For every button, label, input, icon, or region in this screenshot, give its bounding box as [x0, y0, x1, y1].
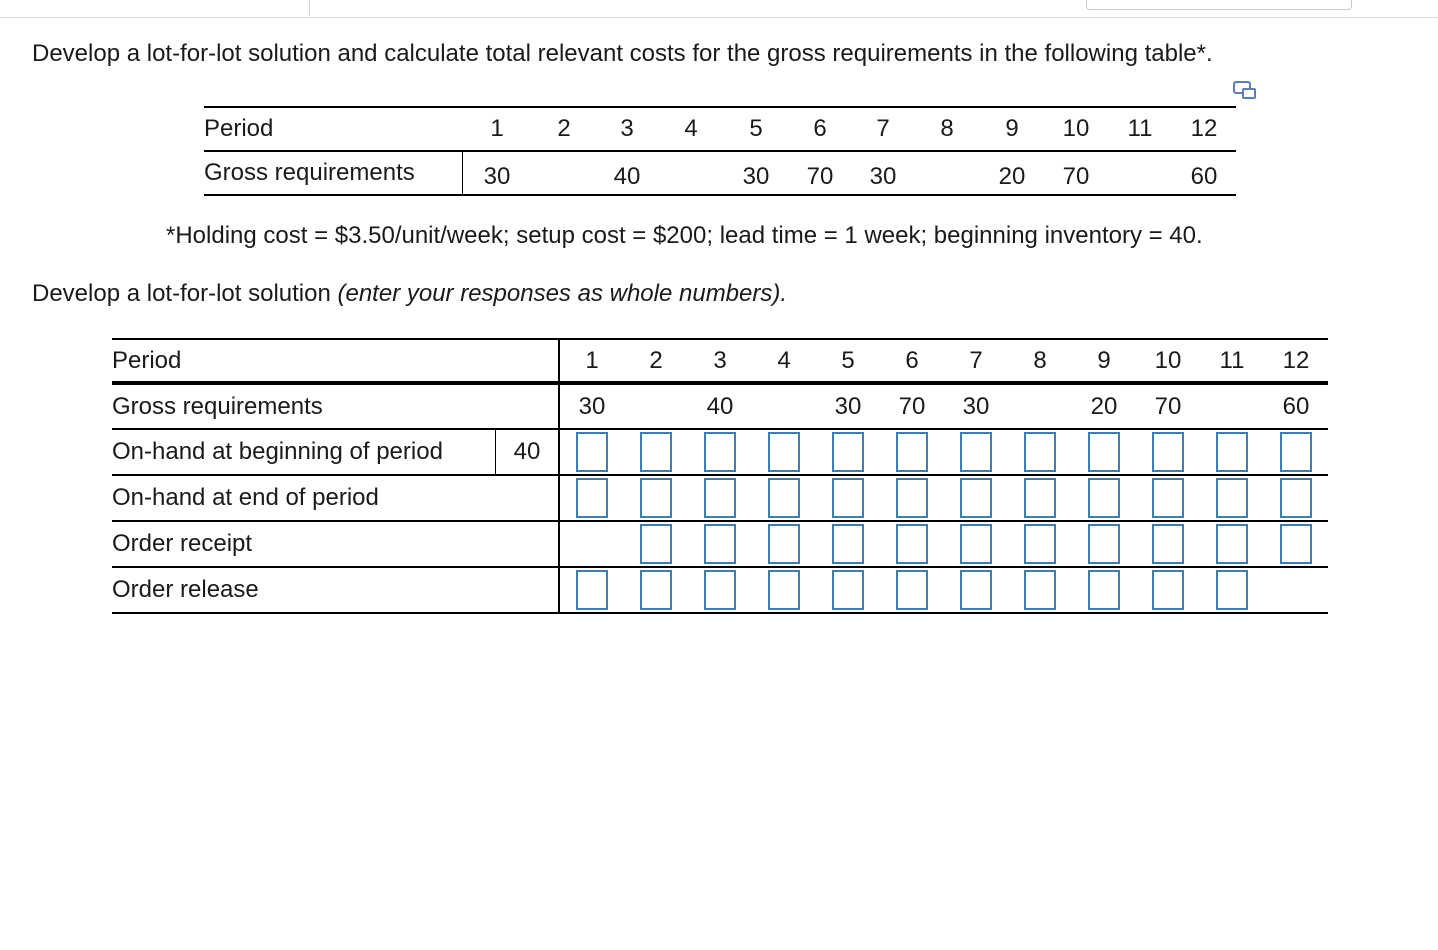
given-period-cell: 6: [813, 115, 827, 142]
order-receipt-input[interactable]: [1088, 524, 1120, 564]
footnote-text: *Holding cost = $3.50/unit/week; setup cost = $200; lead time = 1 week; beginning inventory = 40.: [166, 222, 1203, 249]
given-gross-cell: [534, 156, 594, 198]
answer-period-cell: 8: [1033, 346, 1047, 374]
instruction-text: [32, 280, 787, 308]
answer-period-cell: 5: [841, 346, 855, 374]
instruction-emphasis: (enter your responses as whole numbers).: [337, 280, 788, 307]
answer-gross-cell: 60: [1282, 392, 1310, 420]
answer-period-label: Period: [112, 346, 182, 374]
order-release-input[interactable]: [768, 570, 800, 610]
given-gross-cell: [917, 156, 977, 198]
given-period-cell: 2: [557, 115, 571, 142]
answer-period-cell: 3: [713, 346, 727, 374]
copy-to-clipboard-icon[interactable]: [1233, 80, 1257, 100]
order-release-input[interactable]: [1216, 570, 1248, 610]
answer-period-cell: 7: [969, 346, 983, 374]
onhand-begin-initial-value: 40: [513, 438, 541, 465]
order-receipt-input[interactable]: [1216, 524, 1248, 564]
order-release-input[interactable]: [704, 570, 736, 610]
onhand-end-input[interactable]: [1088, 478, 1120, 518]
order-release-input[interactable]: [1024, 570, 1056, 610]
given-gross-cell: 70: [806, 163, 834, 190]
onhand-begin-input[interactable]: [1280, 432, 1312, 472]
order-receipt-label: Order receipt: [112, 530, 253, 557]
instruction-main: Develop a lot-for-lot solution: [32, 280, 338, 307]
onhand-begin-input[interactable]: [1216, 432, 1248, 472]
given-period-cell: 4: [684, 115, 698, 142]
answer-gross-cell: 30: [578, 392, 606, 420]
given-gross-cell: 30: [869, 163, 897, 190]
given-period-label: Period: [204, 115, 274, 142]
onhand-begin-input[interactable]: [960, 432, 992, 472]
answer-period-cell: 12: [1282, 346, 1310, 374]
onhand-begin-input[interactable]: [768, 432, 800, 472]
onhand-begin-input[interactable]: [832, 432, 864, 472]
onhand-begin-input[interactable]: [1152, 432, 1184, 472]
onhand-begin-input[interactable]: [704, 432, 736, 472]
onhand-end-input[interactable]: [576, 478, 608, 518]
order-release-input[interactable]: [576, 570, 608, 610]
answer-gross-cell: 70: [898, 392, 926, 420]
given-gross-cell: 70: [1062, 163, 1090, 190]
order-receipt-input[interactable]: [704, 524, 736, 564]
onhand-begin-input[interactable]: [1088, 432, 1120, 472]
given-period-cell: 11: [1127, 115, 1153, 142]
onhand-end-input[interactable]: [640, 478, 672, 518]
order-receipt-input[interactable]: [1024, 524, 1056, 564]
answer-row-divider: [112, 566, 1328, 568]
order-receipt-input[interactable]: [768, 524, 800, 564]
given-period-cell: 3: [620, 115, 634, 142]
answer-table-bottom-border: [112, 612, 1328, 614]
answer-gross-cell: 30: [962, 392, 990, 420]
order-release-input[interactable]: [1152, 570, 1184, 610]
order-release-input[interactable]: [640, 570, 672, 610]
given-period-cell: 8: [940, 115, 954, 142]
given-period-cell: 5: [749, 115, 763, 142]
answer-row-divider: [112, 520, 1328, 522]
given-gross-cell: 60: [1190, 163, 1218, 190]
given-gross-label: Gross requirements: [204, 159, 415, 186]
order-release-input[interactable]: [896, 570, 928, 610]
given-gross-cell: 30: [483, 163, 511, 190]
answer-gross-cell: 30: [834, 392, 862, 420]
answer-gross-cell: 70: [1154, 392, 1182, 420]
onhand-begin-input[interactable]: [576, 432, 608, 472]
onhand-end-input[interactable]: [896, 478, 928, 518]
answer-period-cell: 2: [649, 346, 663, 374]
given-period-cell: 12: [1190, 115, 1218, 142]
given-period-cell: 10: [1062, 115, 1090, 142]
answer-gross-cell: [626, 385, 686, 428]
answer-gross-cell: [1202, 385, 1262, 428]
onhand-end-input[interactable]: [960, 478, 992, 518]
top-field[interactable]: [1086, 0, 1352, 10]
answer-period-cell: 9: [1097, 346, 1111, 374]
onhand-end-input[interactable]: [768, 478, 800, 518]
onhand-begin-input[interactable]: [1024, 432, 1056, 472]
top-bar: [0, 0, 1438, 20]
given-period-cell: 1: [490, 115, 504, 142]
given-gross-cell: 40: [613, 163, 641, 190]
given-period-cell: 7: [876, 115, 890, 142]
order-receipt-input[interactable]: [640, 524, 672, 564]
order-receipt-input[interactable]: [1280, 524, 1312, 564]
answer-period-cell: 4: [777, 346, 791, 374]
onhand-begin-label: On-hand at beginning of period: [112, 438, 443, 465]
top-divider: [0, 17, 1438, 18]
onhand-end-label: On-hand at end of period: [112, 484, 379, 511]
answer-period-cell: 10: [1154, 346, 1182, 374]
answer-column-divider: [558, 339, 560, 613]
onhand-begin-input[interactable]: [896, 432, 928, 472]
given-gross-cell: 30: [742, 163, 770, 190]
given-period-cell: 9: [1005, 115, 1019, 142]
answer-gross-label: Gross requirements: [112, 392, 323, 420]
order-release-input[interactable]: [1088, 570, 1120, 610]
question-text: Develop a lot-for-lot solution and calculate total relevant costs for the gross requirements in the following table*.: [32, 40, 1213, 67]
answer-period-cell: 1: [585, 346, 599, 374]
answer-period-cell: 6: [905, 346, 919, 374]
given-gross-cell: [661, 156, 721, 198]
order-release-label: Order release: [112, 576, 259, 603]
answer-gross-cell: [1010, 385, 1070, 428]
onhand-end-input[interactable]: [704, 478, 736, 518]
order-release-input[interactable]: [960, 570, 992, 610]
order-receipt-input[interactable]: [960, 524, 992, 564]
answer-period-cell: 11: [1219, 346, 1245, 374]
onhand-end-input[interactable]: [1024, 478, 1056, 518]
given-gross-cell: 20: [998, 163, 1026, 190]
order-release-input[interactable]: [832, 570, 864, 610]
top-vertical-divider: [309, 0, 310, 16]
given-table-column-divider: [462, 151, 463, 195]
onhand-begin-input[interactable]: [640, 432, 672, 472]
answer-gross-cell: 20: [1090, 392, 1118, 420]
order-receipt-input[interactable]: [896, 524, 928, 564]
order-receipt-input[interactable]: [832, 524, 864, 564]
answer-gross-cell: [754, 385, 814, 428]
onhand-end-input[interactable]: [1152, 478, 1184, 518]
onhand-end-input[interactable]: [1216, 478, 1248, 518]
onhand-end-input[interactable]: [1280, 478, 1312, 518]
onhand-end-input[interactable]: [832, 478, 864, 518]
order-receipt-input[interactable]: [1152, 524, 1184, 564]
given-gross-cell: [1110, 156, 1170, 198]
answer-gross-cell: 40: [706, 392, 734, 420]
